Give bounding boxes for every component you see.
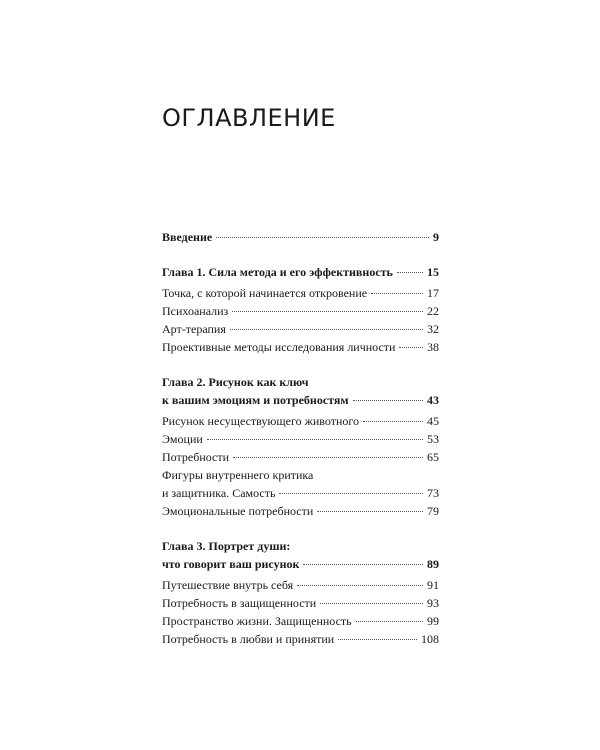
- toc-label: Глава 1. Сила метода и его эффективность: [162, 265, 393, 279]
- dot-leader: [279, 493, 423, 494]
- dot-leader: [232, 311, 423, 312]
- toc-label: Эмоциональные потребности: [162, 504, 314, 518]
- dot-leader: [353, 400, 423, 401]
- dot-leader: [297, 585, 423, 586]
- toc-page-number: 53: [427, 432, 439, 446]
- dot-leader: [371, 293, 423, 294]
- toc-page-number: 91: [427, 578, 439, 592]
- page-title: ОГЛАВЛЕНИЕ: [162, 104, 336, 132]
- toc-label: Психоанализ: [162, 304, 229, 318]
- toc-label: Проективные методы исследования личности: [162, 340, 396, 354]
- toc-page-number: 32: [427, 322, 439, 336]
- dot-leader: [233, 457, 423, 458]
- toc-label: Пространство жизни. Защищенность: [162, 614, 352, 628]
- dot-leader: [317, 511, 423, 512]
- dot-leader: [216, 237, 429, 238]
- toc-label: к вашим эмоциям и потребностям: [162, 393, 349, 407]
- toc-page-number: 108: [421, 632, 439, 646]
- toc-page-number: 22: [427, 304, 439, 318]
- toc-label-line1: Глава 2. Рисунок как ключ: [162, 375, 309, 389]
- toc-entry[interactable]: [162, 502, 439, 520]
- toc-label: Путешествие внутрь себя: [162, 578, 294, 592]
- toc-page-number: 89: [427, 557, 439, 571]
- toc-entry[interactable]: [162, 576, 439, 594]
- toc-page-number: 93: [427, 596, 439, 610]
- dot-leader: [230, 329, 423, 330]
- toc-label: Потребность в любви и принятии: [162, 632, 335, 646]
- toc-page-number: 73: [427, 486, 439, 500]
- toc-label: Рисунок несуществующего животного: [162, 414, 360, 428]
- dot-leader: [207, 439, 423, 440]
- toc-label: Точка, с которой начинается откровение: [162, 286, 368, 300]
- toc-label: Потребности: [162, 450, 230, 464]
- toc-entry[interactable]: [162, 612, 439, 630]
- dot-leader: [338, 639, 417, 640]
- toc-label: Эмоции: [162, 432, 203, 446]
- toc-label: и защитника. Самость: [162, 486, 276, 500]
- toc-entry[interactable]: [162, 466, 439, 502]
- toc-entry-chapter-1[interactable]: [162, 263, 439, 281]
- toc-entry[interactable]: [162, 284, 439, 302]
- dot-leader: [303, 564, 423, 565]
- toc-label: Арт-терапия: [162, 322, 226, 336]
- toc-entry[interactable]: [162, 430, 439, 448]
- toc-label-line1: Глава 3. Портрет души:: [162, 539, 291, 553]
- dot-leader: [399, 347, 423, 348]
- dot-leader: [320, 603, 423, 604]
- toc-entry-chapter-3[interactable]: [162, 537, 439, 573]
- toc-label: Введение: [162, 230, 213, 244]
- toc-page-number: 43: [427, 393, 439, 407]
- toc-page-number: 9: [433, 230, 439, 244]
- toc-entry[interactable]: [162, 320, 439, 338]
- toc-entry[interactable]: [162, 448, 439, 466]
- toc-label: Потребность в защищенности: [162, 596, 317, 610]
- toc-page-number: 15: [427, 265, 439, 279]
- toc-page-number: 79: [427, 504, 439, 518]
- toc-page-number: 45: [427, 414, 439, 428]
- dot-leader: [363, 421, 423, 422]
- toc-entry[interactable]: [162, 630, 439, 648]
- toc-entry-introduction[interactable]: [162, 228, 439, 246]
- toc-entry[interactable]: [162, 302, 439, 320]
- toc-label: что говорит ваш рисунок: [162, 557, 300, 571]
- toc-page-number: 65: [427, 450, 439, 464]
- toc-page-number: 17: [427, 286, 439, 300]
- dot-leader: [356, 621, 423, 622]
- toc-page-number: 38: [427, 340, 439, 354]
- toc-entry[interactable]: [162, 594, 439, 612]
- toc-label-line1: Фигуры внутреннего критика: [162, 468, 314, 482]
- dot-leader: [397, 272, 423, 273]
- toc-entry-chapter-2[interactable]: [162, 373, 439, 409]
- toc-entry[interactable]: [162, 412, 439, 430]
- toc-page-number: 99: [427, 614, 439, 628]
- table-of-contents: [162, 228, 439, 648]
- toc-entry[interactable]: [162, 338, 439, 356]
